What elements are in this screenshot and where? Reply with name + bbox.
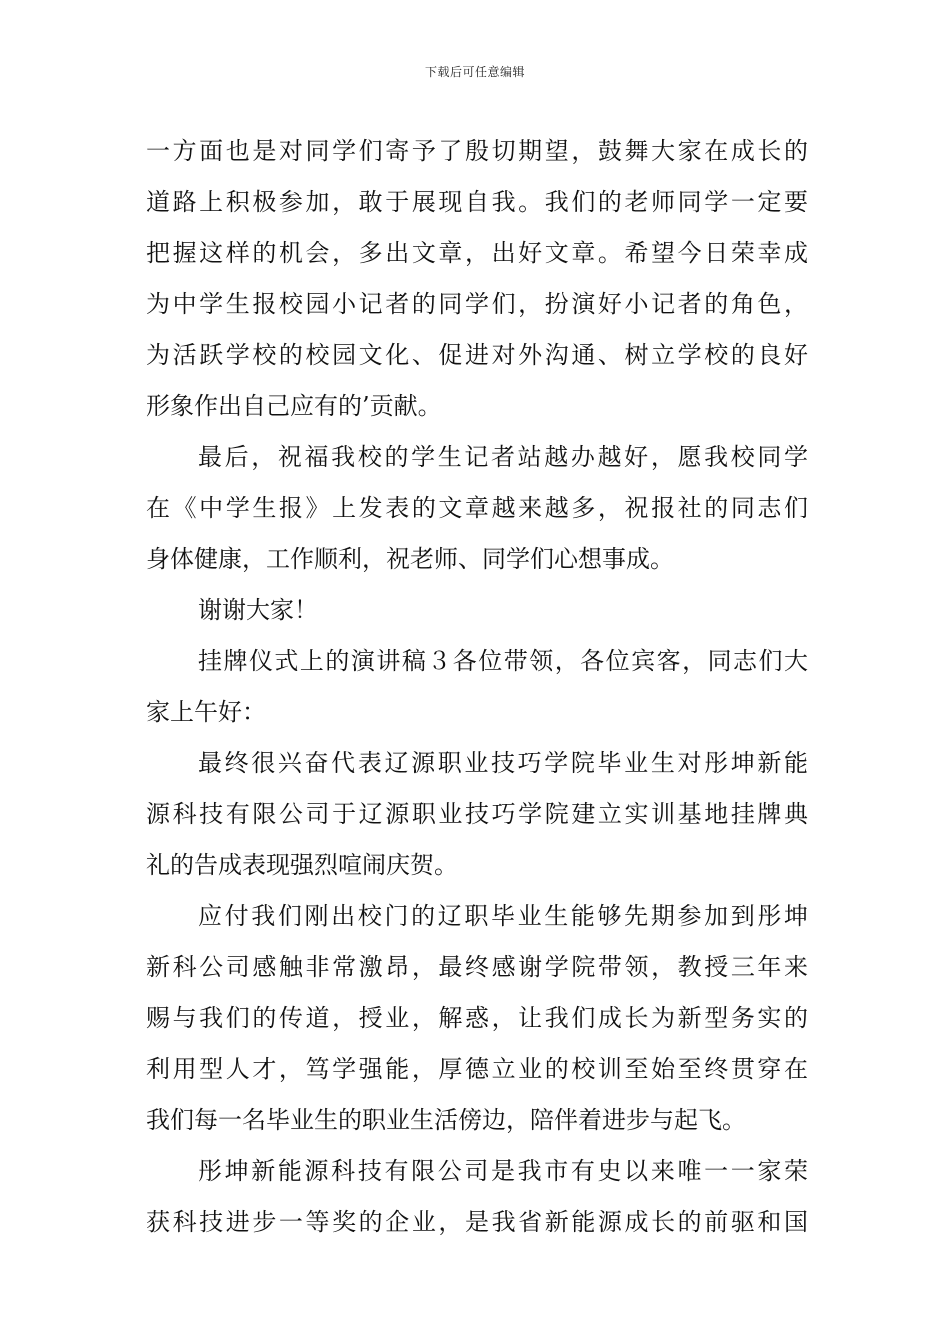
- text-line: 把握这样的机会，多出文章，出好文章。希望今日荣幸成: [146, 239, 808, 267]
- paragraph: [146, 585, 808, 636]
- text-line: 最后，祝福我校的学生记者站越办越好，愿我校同学: [198, 443, 808, 471]
- paragraph: [146, 891, 808, 1146]
- text-line: 我们每一名毕业生的职业生活傍边，陪伴着进步与起飞。: [146, 1106, 746, 1134]
- paragraph: [146, 738, 808, 891]
- text-line: 赐与我们的传道，授业，解惑，让我们成长为新型务实的: [146, 1004, 808, 1032]
- text-line: 家上午好：: [146, 698, 266, 726]
- text-line: 最终很兴奋代表辽源职业技巧学院毕业生对彤坤新能: [198, 749, 808, 777]
- paragraph: [146, 126, 808, 432]
- text-line: 谢谢大家！: [198, 596, 318, 624]
- paragraph: [146, 1146, 808, 1248]
- text-line: 身体健康，工作顺利，祝老师、同学们心想事成。: [146, 545, 674, 573]
- text-line: 一方面也是对同学们寄予了殷切期望，鼓舞大家在成长的: [146, 137, 808, 165]
- text-line: 新科公司感触非常激昂，最终感谢学院带领，教授三年来: [146, 953, 808, 981]
- text-line: 为中学生报校园小记者的同学们，扮演好小记者的角色，: [146, 290, 808, 318]
- text-line: 形象作出自己应有的’贡献。: [146, 392, 442, 420]
- text-line: 获科技进步一等奖的企业，是我省新能源成长的前驱和国: [146, 1208, 808, 1236]
- paragraph: [146, 636, 808, 738]
- text-line: 礼的告成表现强烈喧闹庆贺。: [146, 851, 458, 879]
- text-line: 道路上积极参加，敢于展现自我。我们的老师同学一定要: [146, 188, 808, 216]
- document-body: [146, 126, 808, 1248]
- page-header: 下载后可任意编辑: [424, 65, 525, 79]
- text-line: 源科技有限公司于辽源职业技巧学院建立实训基地挂牌典: [146, 800, 808, 828]
- text-line: 在《中学生报》上发表的文章越来越多，祝报社的同志们: [146, 494, 808, 522]
- text-line: 为活跃学校的校园文化、促进对外沟通、树立学校的良好: [146, 341, 808, 369]
- text-line: 利用型人才，笃学强能，厚德立业的校训至始至终贯穿在: [146, 1055, 808, 1083]
- text-line: 应付我们刚出校门的辽职毕业生能够先期参加到彤坤: [198, 902, 808, 930]
- text-line: 挂牌仪式上的演讲稿３各位带领，各位宾客，同志们大: [198, 647, 808, 675]
- text-line: 彤坤新能源科技有限公司是我市有史以来唯一一家荣: [198, 1157, 808, 1185]
- paragraph: [146, 432, 808, 585]
